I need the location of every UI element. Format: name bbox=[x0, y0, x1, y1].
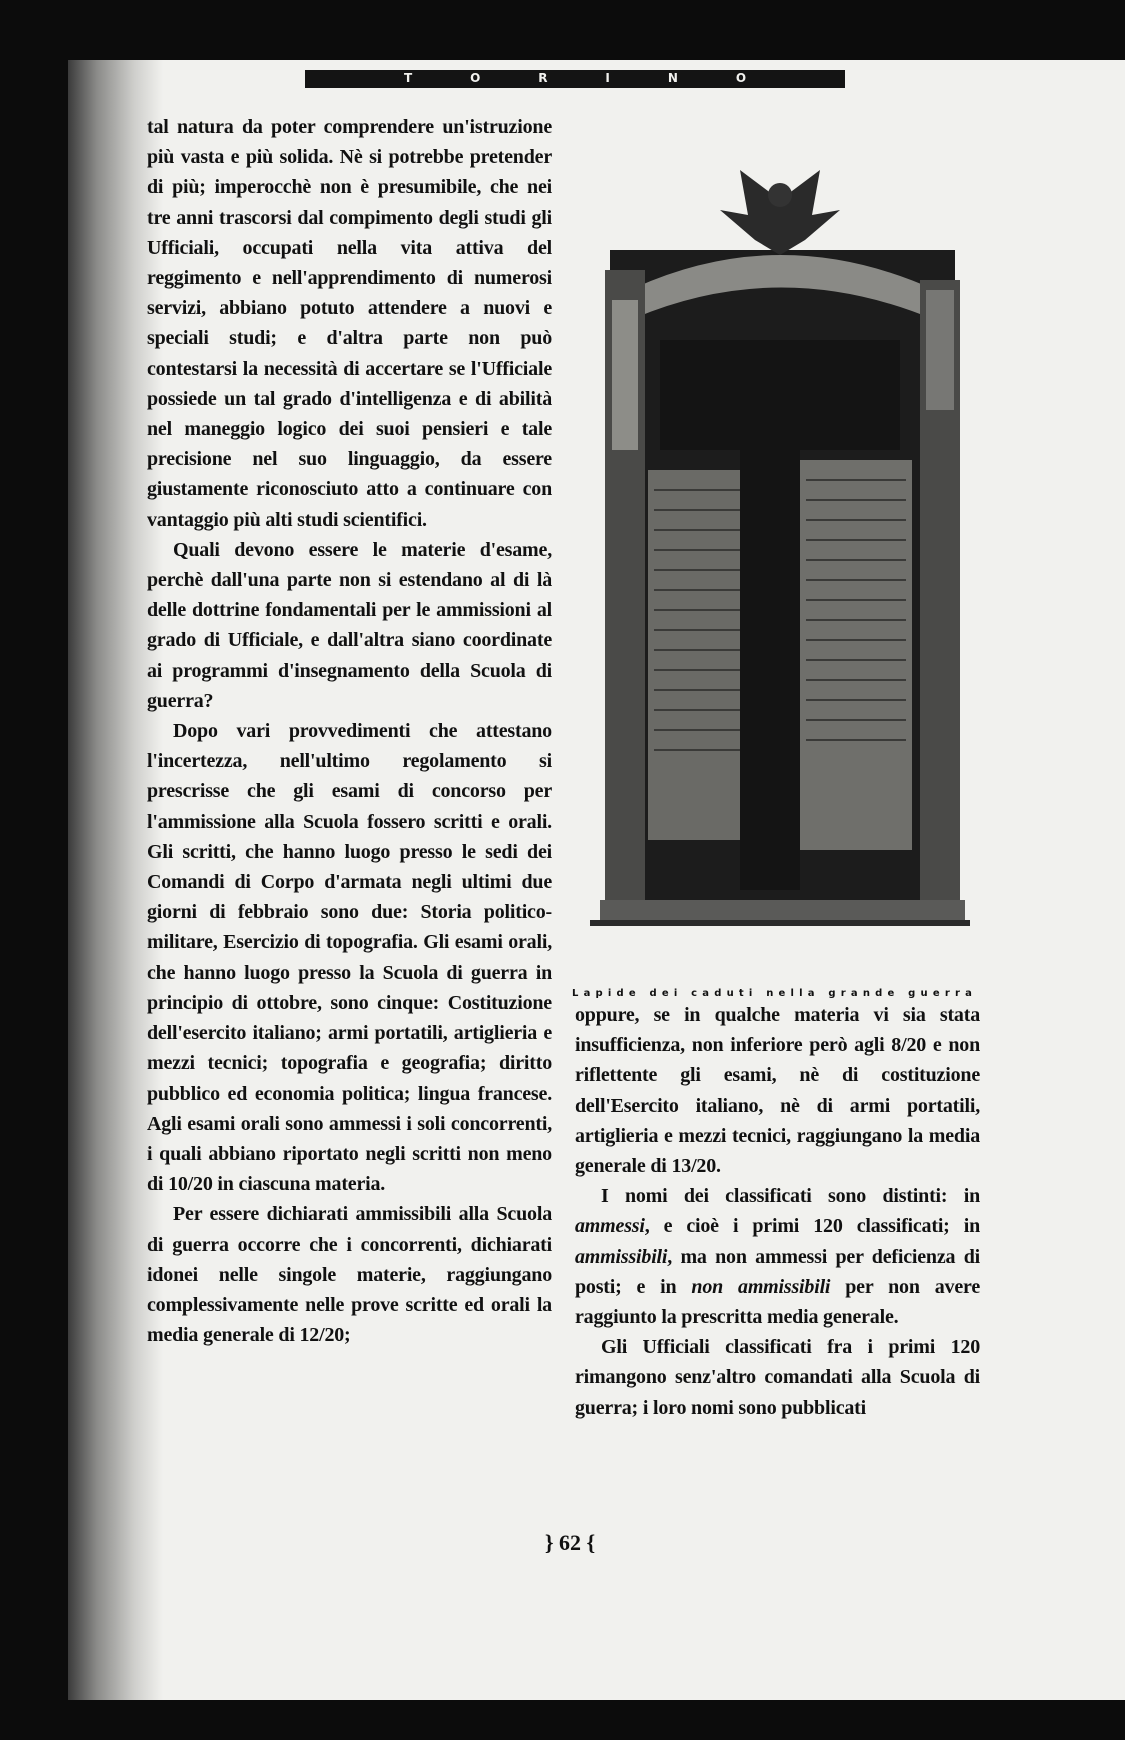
paragraph: Per essere dichiarati ammissibili alla Scuola di guerra occorre che i concorrenti, dichiarati idonei nelle singole materie, raggiungano complessivamente nelle prove scritte ed orali la media generale di 12/20; bbox=[147, 1203, 552, 1347]
paragraph bbox=[575, 1181, 980, 1332]
right-text-column bbox=[575, 1000, 980, 1423]
paragraph: Quali devono essere le materie d'esame, perchè dall'una parte non si estendano al di là delle dottrine fondamentali per le ammissioni al grado di Ufficiale, e dall'altra siano coordinate ai programmi d'insegnamento della Scuola di guerra? bbox=[147, 538, 552, 712]
text-run: , e cioè i primi 120 classificati; in bbox=[644, 1215, 980, 1238]
emphasis-ammessi: ammessi bbox=[575, 1215, 645, 1238]
text-run: I nomi dei classificati sono distinti: in bbox=[601, 1185, 980, 1208]
left-text-column bbox=[147, 112, 552, 1350]
emphasis-ammissibili: ammissibili bbox=[575, 1245, 668, 1268]
page-number bbox=[500, 1530, 640, 1556]
header-letter: T bbox=[403, 71, 413, 85]
page-number-ornament-left: } bbox=[544, 1530, 554, 1555]
memorial-plaque-photo bbox=[590, 140, 970, 960]
paragraph: Dopo vari provvedimenti che attestano l'incertezza, nell'ultimo regolamento si prescrisse che gli esami di concorso per l'ammissione alla Scuola fossero scritti e orali. Gli scritti, che hanno luogo presso le sedi dei Comandi di Corpo d'armata negli ultimi due giorni di febbraio sono due: Storia politico-militare, Esercizio di topografia. Gli esami orali, che hanno luogo presso la Scuola di guerra in principio di ottobre, sono cinque: Costituzione dell'esercito italiano; armi portatili, artiglieria e mezzi tecnici; topografia e geografia; diritto pubblico ed economia politica; lingua francese. Agli esami orali sono ammessi i soli concorrenti, i quali abbiano riportato negli scritti non meno di 10/20 in ciascuna materia. bbox=[147, 720, 552, 1196]
header-letter: O bbox=[735, 71, 747, 85]
page-number-value: 62 bbox=[559, 1530, 581, 1555]
emphasis-non-ammissibili: non ammissibili bbox=[691, 1275, 831, 1298]
paragraph: oppure, se in qualche materia vi sia stata insufficienza, non inferiore però agli 8/20 e non riflettente gli esami, nè di costituzione dell'Esercito italiano, nè di armi portatili, artiglieria e mezzi tecnici, raggiungano la media generale di 13/20. bbox=[575, 1004, 980, 1178]
header-rule bbox=[305, 86, 845, 88]
header-letter: R bbox=[538, 71, 548, 85]
paragraph: Gli Ufficiali classificati fra i primi 120 rimangono senz'altro comandati alla Scuola di guerra; i loro nomi sono pubblicati bbox=[575, 1336, 980, 1419]
text-run: , ma non ammessi per deficienza di posti; e in bbox=[575, 1245, 980, 1298]
memorial-plaque-illustration bbox=[590, 140, 970, 960]
figure-caption: Lapide dei caduti nella grande guerra bbox=[572, 988, 978, 999]
paragraph: tal natura da poter comprendere un'istruzione più vasta e più solida. Nè si potrebbe pretender di più; imperocchè non è presumibile, che nei tre anni trascorsi dal compimento degli studi gli Ufficiali, occupati nella vita attiva del reggimento e nell'apprendimento di numerosi servizi, abbiano potuto attendere a nuovi e speciali studi; e d'altra parte non può contestarsi la necessità di accertare se l'Ufficiale possiede un tal grado d'intelligenza e di abilità nel maneggio logico dei suoi pensieri e tale precisione nel suo linguaggio, da essere giustamente riconosciuto atto a continuare con vantaggio più alti studi scientifici. bbox=[147, 116, 552, 531]
page-number-ornament-right: { bbox=[586, 1530, 596, 1555]
text-run: per non avere raggiunto la prescritta media generale. bbox=[575, 1275, 980, 1329]
header-letter: I bbox=[605, 71, 610, 85]
header-letter: O bbox=[470, 71, 481, 85]
header-letter: N bbox=[667, 71, 678, 85]
running-header bbox=[305, 70, 845, 86]
